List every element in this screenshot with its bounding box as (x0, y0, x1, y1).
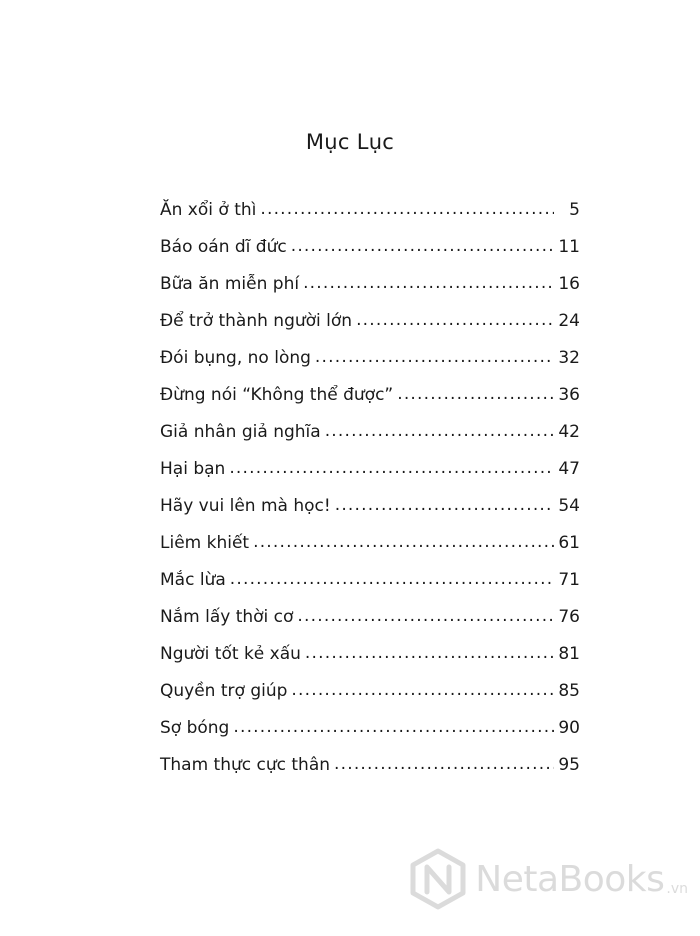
toc-entry-page: 16 (558, 274, 580, 294)
toc-entry-page: 85 (558, 681, 580, 701)
toc-leader-dots (291, 680, 554, 700)
toc-entry-title: Hãy vui lên mà học! (160, 496, 331, 516)
toc-entry-title: Đừng nói “Không thể được” (160, 385, 394, 405)
toc-entry (160, 755, 580, 792)
toc-leader-dots (334, 754, 554, 774)
toc-entry-title: Để trở thành người lớn (160, 311, 353, 331)
toc-entry-page: 71 (558, 570, 580, 590)
toc-leader-dots (260, 199, 554, 219)
toc-leader-dots (335, 495, 554, 515)
toc-entry-page: 32 (558, 348, 580, 368)
toc-entry (160, 459, 580, 496)
toc-entry-page: 61 (558, 533, 580, 553)
toc-entry (160, 200, 580, 237)
toc-entry (160, 496, 580, 533)
toc-entry-title: Báo oán dĩ đức (160, 237, 287, 257)
toc-entry (160, 607, 580, 644)
toc-entry-page: 42 (558, 422, 580, 442)
toc-leader-dots (229, 458, 554, 478)
toc-entry-page: 90 (558, 718, 580, 738)
toc-entry-title: Nắm lấy thời cơ (160, 607, 294, 627)
netabooks-logo-icon (407, 848, 469, 910)
toc-entry-page: 36 (558, 385, 580, 405)
toc-leader-dots (397, 384, 554, 404)
toc-entry-page: 95 (558, 755, 580, 775)
netabooks-watermark (407, 848, 688, 910)
toc-leader-dots (291, 236, 554, 256)
toc-entry-title: Bữa ăn miễn phí (160, 274, 300, 294)
watermark-brand: NetaBooks (475, 858, 665, 900)
toc-leader-dots (297, 606, 554, 626)
toc-entry-title: Giả nhân giả nghĩa (160, 422, 321, 442)
toc-leader-dots (325, 421, 554, 441)
toc-entry (160, 422, 580, 459)
toc-entry (160, 681, 580, 718)
toc-entry-page: 47 (558, 459, 580, 479)
toc-entry-title: Mắc lừa (160, 570, 226, 590)
page-title: Mục Lục (305, 130, 395, 154)
toc-entry (160, 311, 580, 348)
toc-entry-title: Ăn xổi ở thì (160, 200, 257, 220)
toc-entry-title: Đói bụng, no lòng (160, 348, 311, 368)
toc-entry (160, 718, 580, 755)
toc-leader-dots (253, 532, 554, 552)
toc-leader-dots (233, 717, 554, 737)
toc-leader-dots (315, 347, 554, 367)
toc-entry-title: Liêm khiết (160, 533, 250, 553)
toc-leader-dots (230, 569, 554, 589)
toc-entry (160, 644, 580, 681)
toc-entry (160, 533, 580, 570)
toc-entry (160, 385, 580, 422)
toc-entry-page: 54 (558, 496, 580, 516)
toc-entry-title: Quyền trợ giúp (160, 681, 288, 701)
watermark-suffix: .vn (666, 881, 688, 897)
toc-leader-dots (303, 273, 554, 293)
toc-entry-page: 81 (558, 644, 580, 664)
table-of-contents (160, 200, 580, 792)
toc-entry-title: Sợ bóng (160, 718, 230, 738)
toc-entry-page: 11 (558, 237, 580, 257)
toc-leader-dots (356, 310, 554, 330)
toc-leader-dots (305, 643, 554, 663)
toc-entry (160, 237, 580, 274)
toc-entry-title: Tham thực cực thân (160, 755, 331, 775)
toc-entry-page: 24 (558, 311, 580, 331)
toc-entry (160, 274, 580, 311)
toc-entry (160, 348, 580, 385)
toc-entry-title: Người tốt kẻ xấu (160, 644, 301, 664)
toc-entry-title: Hại bạn (160, 459, 226, 479)
toc-entry-page: 76 (558, 607, 580, 627)
toc-entry-page: 5 (569, 200, 580, 220)
toc-entry (160, 570, 580, 607)
